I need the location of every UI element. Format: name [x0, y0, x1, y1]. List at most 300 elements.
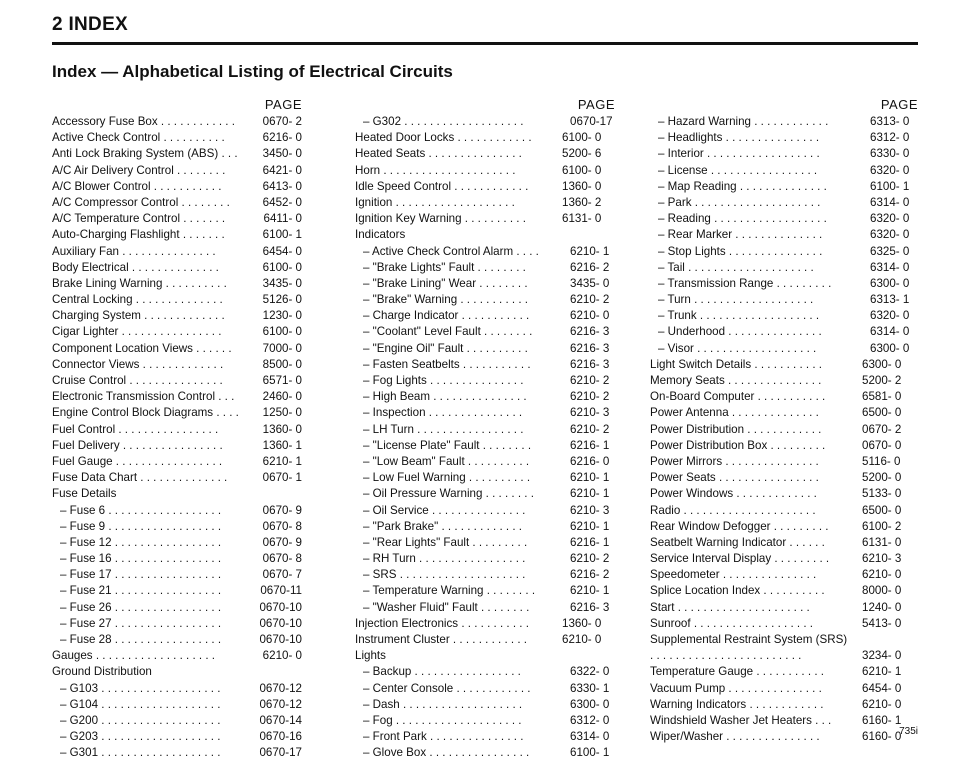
- index-entry: [52, 130, 302, 146]
- entry-name: A/C Air Delivery Control . . . . . . . .: [52, 163, 226, 177]
- index-entry: [355, 195, 615, 211]
- index-entry: [355, 260, 615, 276]
- entry-page: 0670- 2: [262, 115, 302, 128]
- entry-page: 6314- 0: [570, 730, 610, 744]
- index-entry: [355, 648, 615, 664]
- entry-page: 6500- 0: [862, 406, 902, 420]
- index-entry: [355, 438, 615, 454]
- entry-name: Power Windows . . . . . . . . . . . . .: [650, 487, 817, 501]
- entry-name: Injection Electronics . . . . . . . . . . .: [355, 616, 529, 630]
- header-rule: [52, 42, 918, 45]
- entry-name: – Fuse 6 . . . . . . . . . . . . . . . . . .: [60, 503, 222, 517]
- entry-name: – RH Turn . . . . . . . . . . . . . . . . .: [363, 552, 526, 566]
- index-entry: [52, 308, 302, 324]
- page-column-header: PAGE: [577, 97, 615, 112]
- entry-page: 6300- 0: [870, 276, 910, 290]
- entry-page: 6325- 0: [870, 244, 910, 258]
- entry-name: – Fuse 17 . . . . . . . . . . . . . . . . .: [60, 568, 222, 582]
- index-entry: [355, 324, 615, 340]
- entry-name: – License . . . . . . . . . . . . . . . . .: [658, 163, 818, 177]
- entry-page: 8000- 0: [862, 584, 902, 598]
- index-entry: [355, 519, 615, 535]
- entry-name: Rear Window Defogger . . . . . . . . .: [650, 519, 829, 533]
- entry-name: – Low Fuel Warning . . . . . . . . . .: [363, 471, 531, 485]
- footer-code: 735i: [899, 726, 918, 737]
- entry-name: – Transmission Range . . . . . . . . .: [658, 276, 832, 290]
- entry-page: 6216- 1: [570, 535, 610, 549]
- entry-page: 0670-10: [259, 600, 302, 614]
- entry-page: 6160- 1: [862, 713, 902, 727]
- index-entry: [355, 114, 615, 130]
- entry-name: – Trunk . . . . . . . . . . . . . . . . . . .: [658, 309, 820, 323]
- entry-name: – "Park Brake" . . . . . . . . . . . . .: [363, 519, 522, 533]
- entry-page: 5126- 0: [262, 293, 302, 307]
- entry-page: 0670- 7: [262, 568, 302, 582]
- index-entry: [52, 146, 302, 162]
- index-entry: [355, 244, 615, 260]
- index-entry: [650, 486, 918, 502]
- index-entry: [355, 292, 615, 308]
- entry-name: Light Switch Details . . . . . . . . . . .: [650, 357, 823, 371]
- entry-page: 6313- 1: [870, 293, 910, 307]
- entry-page: 1360- 0: [562, 616, 602, 630]
- entry-page: 8500- 0: [262, 357, 302, 371]
- index-entry: [355, 405, 615, 421]
- index-column-1: [52, 95, 302, 762]
- entry-page: 6210- 0: [562, 633, 602, 646]
- index-entry: [52, 227, 302, 243]
- entry-name: – Park . . . . . . . . . . . . . . . . . . . .: [658, 195, 821, 209]
- index-entry: [650, 454, 918, 470]
- entry-name: . . . . . . . . . . . . . . . . . . . . . . . .: [650, 649, 802, 663]
- index-entry: [355, 341, 615, 357]
- entry-name: Body Electrical . . . . . . . . . . . . . .: [52, 260, 219, 274]
- entry-page: 3234- 0: [862, 649, 902, 663]
- index-column-2: [355, 95, 615, 762]
- entry-name: – "Washer Fluid" Fault . . . . . . . .: [363, 600, 530, 614]
- index-entry: [52, 648, 302, 664]
- entry-page: 6454- 0: [262, 244, 302, 258]
- index-entry: [355, 308, 615, 324]
- entry-name: Ignition . . . . . . . . . . . . . . . . . . .: [355, 195, 515, 209]
- entry-page: 6210- 1: [862, 665, 902, 679]
- index-entry: [52, 357, 302, 373]
- entry-page: 3435- 0: [262, 276, 302, 290]
- index-entry: [650, 211, 918, 227]
- index-entry: [650, 324, 918, 340]
- entry-name: Wiper/Washer . . . . . . . . . . . . . . .: [650, 730, 820, 744]
- entry-name: Connector Views . . . . . . . . . . . . .: [52, 357, 224, 371]
- entry-page: 0670-11: [260, 584, 302, 598]
- index-entry: [650, 648, 918, 664]
- entry-page: 6210- 0: [262, 649, 302, 663]
- index-entry: [650, 389, 918, 405]
- entry-page: 3435- 0: [570, 276, 610, 290]
- entry-name: – G104 . . . . . . . . . . . . . . . . . . .: [60, 697, 221, 711]
- entry-page: 1230- 0: [262, 309, 302, 323]
- entry-name: – "Brake" Warning . . . . . . . . . . .: [363, 293, 529, 307]
- entry-page: 6100- 0: [562, 131, 602, 145]
- entry-page: 6216- 2: [570, 260, 610, 274]
- entry-page: 6216- 2: [570, 568, 610, 582]
- entry-name: – Fuse 27 . . . . . . . . . . . . . . . . .: [60, 616, 222, 630]
- index-entry: [52, 632, 302, 648]
- entry-page: 6100- 0: [562, 163, 602, 177]
- page-title: 2 INDEX: [52, 14, 129, 35]
- entry-page: 5200- 6: [562, 147, 602, 161]
- index-entry: [52, 422, 302, 438]
- entry-name: – G200 . . . . . . . . . . . . . . . . . . .: [60, 713, 221, 727]
- entry-name: – Fasten Seatbelts . . . . . . . . . . .: [363, 357, 531, 371]
- entry-name: – Tail . . . . . . . . . . . . . . . . . . . .: [658, 260, 814, 274]
- entry-page: 2460- 0: [262, 390, 302, 404]
- entry-page: 6216- 0: [262, 131, 302, 145]
- index-entry: [650, 276, 918, 292]
- index-entry: [650, 567, 918, 583]
- entry-name: Cigar Lighter . . . . . . . . . . . . . . . .: [52, 325, 222, 339]
- entry-name: – "Brake Lights" Fault . . . . . . . .: [363, 260, 526, 274]
- index-entry: [650, 373, 918, 389]
- index-entry: [52, 664, 302, 680]
- entry-page: 5133- 0: [862, 487, 902, 501]
- index-entry: [355, 567, 615, 583]
- index-entry: [650, 260, 918, 276]
- index-entry: [650, 308, 918, 324]
- entry-page: 6210- 2: [570, 552, 610, 566]
- entry-name: – Charge Indicator . . . . . . . . . . .: [363, 309, 530, 323]
- entry-name: – Reading . . . . . . . . . . . . . . . . . .: [658, 212, 827, 226]
- entry-name: A/C Blower Control . . . . . . . . . . .: [52, 179, 222, 193]
- entry-name: – Fuse 12 . . . . . . . . . . . . . . . . .: [60, 535, 222, 549]
- index-entry: [52, 551, 302, 567]
- entry-page: 6100- 1: [262, 228, 302, 242]
- entry-page: 6100- 0: [262, 325, 302, 339]
- entry-page: 6210- 1: [570, 487, 610, 501]
- entry-page: 6210- 1: [570, 584, 610, 598]
- entry-name: Memory Seats . . . . . . . . . . . . . . .: [650, 374, 822, 387]
- index-entry: [52, 114, 302, 130]
- index-entry: [355, 745, 615, 761]
- entry-name: – High Beam . . . . . . . . . . . . . . .: [363, 390, 527, 404]
- entry-name: On-Board Computer . . . . . . . . . . .: [650, 390, 826, 404]
- entry-name: – Fuse 28 . . . . . . . . . . . . . . . . .: [60, 633, 222, 646]
- index-entry: [650, 422, 918, 438]
- entry-name: – Fog Lights . . . . . . . . . . . . . . .: [363, 374, 524, 387]
- entry-page: 6421- 0: [262, 163, 302, 177]
- entry-name: – Headlights . . . . . . . . . . . . . . .: [658, 131, 820, 145]
- index-entry: [355, 616, 615, 632]
- entry-page: 6571- 0: [262, 374, 302, 387]
- index-entry: [355, 179, 615, 195]
- entry-page: 6100- 2: [862, 519, 902, 533]
- entry-name: Ignition Key Warning . . . . . . . . . .: [355, 212, 526, 226]
- entry-page: 6330- 0: [870, 147, 910, 161]
- entry-page: 6320- 0: [870, 212, 910, 226]
- entry-page: 6320- 0: [870, 309, 910, 323]
- entry-name: – Backup . . . . . . . . . . . . . . . . .: [363, 665, 521, 679]
- index-list: [52, 114, 302, 762]
- index-entry: [355, 551, 615, 567]
- index-entry: [650, 470, 918, 486]
- index-entry: [650, 503, 918, 519]
- entry-page: 6322- 0: [570, 665, 610, 679]
- entry-page: 0670-17: [259, 746, 302, 760]
- page-column-header: PAGE: [264, 97, 302, 112]
- entry-name: Engine Control Block Diagrams . . . .: [52, 406, 239, 420]
- entry-name: – Front Park . . . . . . . . . . . . . . .: [363, 730, 524, 744]
- entry-name: – "Low Beam" Fault . . . . . . . . . .: [363, 454, 530, 468]
- entry-name: Gauges . . . . . . . . . . . . . . . . . . .: [52, 649, 216, 663]
- index-column-3: [650, 95, 918, 745]
- entry-page: 6320- 0: [870, 228, 910, 242]
- index-entry: [355, 454, 615, 470]
- entry-page: 6210- 0: [862, 697, 902, 711]
- index-entry: [650, 632, 918, 648]
- index-entry: [52, 567, 302, 583]
- entry-name: – G301 . . . . . . . . . . . . . . . . . . .: [60, 746, 221, 760]
- index-entry: [52, 681, 302, 697]
- entry-name: – Active Check Control Alarm . . . .: [363, 244, 539, 258]
- index-entry: [52, 276, 302, 292]
- entry-name: – Stop Lights . . . . . . . . . . . . . . .: [658, 244, 823, 258]
- index-entry: [52, 341, 302, 357]
- entry-page: 6131- 0: [562, 212, 602, 226]
- entry-page: 6210- 0: [570, 309, 610, 323]
- entry-page: 5116- 0: [862, 454, 901, 468]
- index-entry: [650, 114, 918, 130]
- entry-name: – "Rear Lights" Fault . . . . . . . . .: [363, 535, 528, 549]
- entry-name: – G103 . . . . . . . . . . . . . . . . . . .: [60, 681, 221, 695]
- entry-page: 1250- 0: [262, 406, 302, 420]
- index-entry: [650, 227, 918, 243]
- index-entry: [355, 503, 615, 519]
- entry-name: Indicators: [355, 228, 406, 242]
- entry-name: Central Locking . . . . . . . . . . . . . .: [52, 293, 223, 307]
- entry-name: – Center Console . . . . . . . . . . . .: [363, 681, 531, 695]
- entry-page: 6210- 1: [570, 471, 610, 485]
- index-entry: [52, 292, 302, 308]
- index-list: [355, 114, 615, 762]
- index-entry: [355, 664, 615, 680]
- index-entry: [650, 438, 918, 454]
- entry-page: 3450- 0: [262, 147, 302, 161]
- entry-name: – Inspection . . . . . . . . . . . . . . .: [363, 406, 523, 420]
- index-entry: [355, 373, 615, 389]
- entry-name: Power Mirrors . . . . . . . . . . . . . . .: [650, 454, 819, 468]
- entry-name: Vacuum Pump . . . . . . . . . . . . . . .: [650, 681, 822, 695]
- entry-name: Cruise Control . . . . . . . . . . . . . . .: [52, 374, 223, 387]
- entry-page: 1240- 0: [862, 600, 902, 614]
- entry-page: 6313- 0: [870, 115, 910, 128]
- entry-page: 6216- 3: [570, 325, 610, 339]
- entry-name: Anti Lock Braking System (ABS) . . .: [52, 147, 238, 161]
- entry-page: 6210- 1: [570, 519, 610, 533]
- entry-name: Auto-Charging Flashlight . . . . . . .: [52, 228, 225, 242]
- entry-name: – Underhood . . . . . . . . . . . . . . .: [658, 325, 822, 339]
- index-entry: [52, 583, 302, 599]
- index-entry: [52, 616, 302, 632]
- index-entry: [650, 179, 918, 195]
- entry-page: 6100- 1: [870, 179, 910, 193]
- entry-name: Fuel Delivery . . . . . . . . . . . . . . . .: [52, 438, 223, 452]
- index-entry: [52, 729, 302, 745]
- entry-page: 0670- 1: [262, 471, 302, 485]
- entry-name: – Hazard Warning . . . . . . . . . . . .: [658, 115, 829, 128]
- entry-page: 6312- 0: [570, 713, 610, 727]
- entry-page: 6320- 0: [870, 163, 910, 177]
- entry-page: 0670- 8: [262, 519, 302, 533]
- entry-page: 0670- 9: [262, 535, 302, 549]
- index-list: [650, 114, 918, 745]
- entry-page: 6216- 3: [570, 600, 610, 614]
- entry-page: 6216- 1: [570, 438, 610, 452]
- index-entry: [52, 600, 302, 616]
- index-entry: [355, 632, 615, 648]
- entry-name: Temperature Gauge . . . . . . . . . . .: [650, 665, 824, 679]
- entry-name: – Fuse 9 . . . . . . . . . . . . . . . . . .: [60, 519, 222, 533]
- entry-name: – "Engine Oil" Fault . . . . . . . . . .: [363, 341, 528, 355]
- entry-page: 6210- 2: [570, 390, 610, 404]
- entry-name: – "Brake Lining" Wear . . . . . . . .: [363, 276, 528, 290]
- index-entry: [355, 130, 615, 146]
- index-entry: [52, 324, 302, 340]
- index-entry: [52, 405, 302, 421]
- entry-name: Accessory Fuse Box . . . . . . . . . . . .: [52, 115, 235, 128]
- entry-page: 0670-14: [259, 713, 302, 727]
- entry-page: 5200- 0: [862, 471, 902, 485]
- entry-page: 0670-12: [259, 681, 302, 695]
- index-entry: [650, 616, 918, 632]
- entry-page: 6581- 0: [862, 390, 902, 404]
- entry-name: Supplemental Restraint System (SRS): [650, 633, 848, 646]
- index-entry: [650, 292, 918, 308]
- entry-name: Splice Location Index . . . . . . . . . .: [650, 584, 825, 598]
- entry-page: 0670-10: [259, 616, 302, 630]
- entry-name: Sunroof . . . . . . . . . . . . . . . . . . .: [650, 616, 814, 630]
- entry-page: 6210- 3: [570, 503, 610, 517]
- index-entry: [355, 583, 615, 599]
- index-entry: [650, 195, 918, 211]
- entry-name: Horn . . . . . . . . . . . . . . . . . . . . .: [355, 163, 516, 177]
- entry-page: 6210- 2: [570, 293, 610, 307]
- index-entry: [650, 146, 918, 162]
- entry-page: 6314- 0: [870, 325, 910, 339]
- index-entry: [650, 244, 918, 260]
- entry-name: – "License Plate" Fault . . . . . . . .: [363, 438, 532, 452]
- index-entry: [355, 389, 615, 405]
- index-entry: [650, 583, 918, 599]
- entry-name: – SRS . . . . . . . . . . . . . . . . . . . .: [363, 568, 526, 582]
- entry-name: Power Seats . . . . . . . . . . . . . . . .: [650, 471, 819, 485]
- entry-page: 6216- 0: [570, 454, 610, 468]
- entry-name: Windshield Washer Jet Heaters . . .: [650, 713, 832, 727]
- entry-page: 6413- 0: [262, 179, 302, 193]
- entry-name: Lights: [355, 649, 386, 663]
- entry-page: 6210- 1: [262, 454, 302, 468]
- index-entry: [355, 357, 615, 373]
- index-entry: [650, 357, 918, 373]
- entry-name: Instrument Cluster . . . . . . . . . . . .: [355, 633, 528, 646]
- index-entry: [650, 681, 918, 697]
- index-entry: [650, 600, 918, 616]
- entry-name: Charging System . . . . . . . . . . . . .: [52, 309, 225, 323]
- entry-name: – Map Reading . . . . . . . . . . . . . .: [658, 179, 827, 193]
- entry-page: 1360- 2: [562, 195, 602, 209]
- entry-page: 0670-12: [259, 697, 302, 711]
- entry-name: – Interior . . . . . . . . . . . . . . . . . .: [658, 147, 820, 161]
- entry-name: Idle Speed Control . . . . . . . . . . . .: [355, 179, 529, 193]
- entry-page: 1360- 0: [562, 179, 602, 193]
- entry-name: Warning Indicators . . . . . . . . . . . .: [650, 697, 824, 711]
- entry-page: 7000- 0: [262, 341, 302, 355]
- index-entry: [650, 341, 918, 357]
- entry-page: 6411- 0: [263, 212, 302, 226]
- entry-page: 1360- 0: [262, 422, 302, 436]
- index-entry: [52, 373, 302, 389]
- index-entry: [52, 244, 302, 260]
- entry-name: Power Distribution . . . . . . . . . . . .: [650, 422, 822, 436]
- entry-name: – Temperature Warning . . . . . . . .: [363, 584, 536, 598]
- entry-page: 6314- 0: [870, 260, 910, 274]
- entry-name: – Visor . . . . . . . . . . . . . . . . . . .: [658, 341, 817, 355]
- index-entry: [52, 179, 302, 195]
- index-entry: [355, 729, 615, 745]
- entry-name: Speedometer . . . . . . . . . . . . . . .: [650, 568, 817, 582]
- index-entry: [52, 503, 302, 519]
- index-entry: [650, 130, 918, 146]
- entry-page: 6100- 0: [262, 260, 302, 274]
- entry-name: Start . . . . . . . . . . . . . . . . . . . . .: [650, 600, 810, 614]
- entry-page: 5413- 0: [862, 616, 902, 630]
- entry-page: 6452- 0: [262, 195, 302, 209]
- index-entry: [52, 486, 302, 502]
- index-entry: [52, 163, 302, 179]
- entry-name: – Fuse 21 . . . . . . . . . . . . . . . . .: [60, 584, 222, 598]
- entry-page: 6210- 3: [570, 406, 610, 420]
- entry-page: 0670- 9: [262, 503, 302, 517]
- entry-page: 6210- 3: [862, 552, 902, 566]
- index-entry: [52, 745, 302, 761]
- entry-page: 0670- 0: [862, 438, 902, 452]
- page-column-header: PAGE: [880, 97, 918, 112]
- index-entry: [52, 454, 302, 470]
- entry-name: Radio . . . . . . . . . . . . . . . . . . . . .: [650, 503, 816, 517]
- entry-name: – LH Turn . . . . . . . . . . . . . . . . .: [363, 422, 524, 436]
- index-entry: [355, 163, 615, 179]
- entry-page: 5200- 2: [862, 374, 902, 387]
- entry-name: Fuel Control . . . . . . . . . . . . . . . .: [52, 422, 219, 436]
- entry-name: – "Coolant" Level Fault . . . . . . . .: [363, 325, 533, 339]
- index-entry: [650, 535, 918, 551]
- entry-page: 0670-10: [259, 633, 302, 646]
- index-entry: [52, 535, 302, 551]
- entry-page: 6312- 0: [870, 131, 910, 145]
- index-entry: [355, 227, 615, 243]
- index-entry: [52, 211, 302, 227]
- index-subtitle: Index — Alphabetical Listing of Electrical Circuits: [52, 62, 453, 81]
- entry-name: Fuel Gauge . . . . . . . . . . . . . . . . .: [52, 454, 223, 468]
- entry-page: 0670- 8: [262, 552, 302, 566]
- index-entry: [355, 486, 615, 502]
- index-entry: [52, 697, 302, 713]
- index-entry: [355, 146, 615, 162]
- index-entry: [52, 195, 302, 211]
- index-entry: [650, 551, 918, 567]
- entry-page: 6314- 0: [870, 195, 910, 209]
- entry-name: – Fuse 26 . . . . . . . . . . . . . . . . .: [60, 600, 222, 614]
- index-entry: [650, 163, 918, 179]
- index-entry: [355, 276, 615, 292]
